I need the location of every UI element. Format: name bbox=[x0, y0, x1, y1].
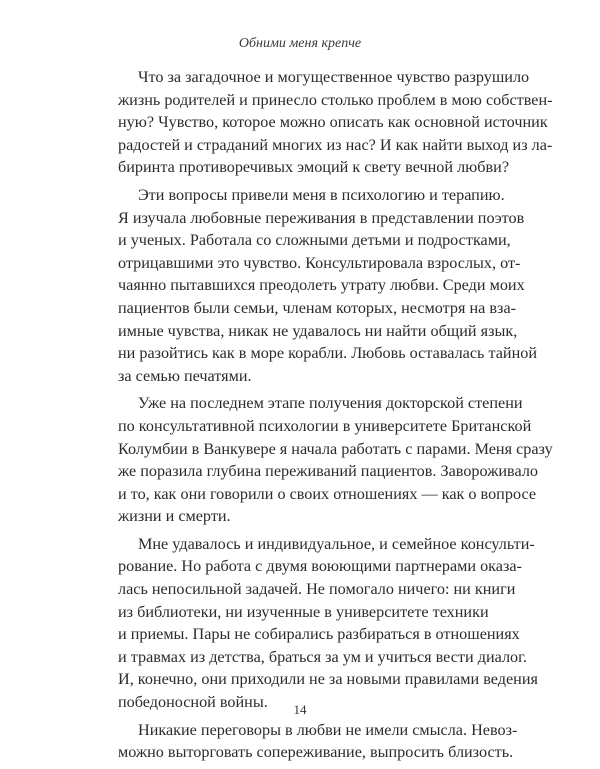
text-line: Я изучала любовные переживания в представлении поэтов bbox=[118, 208, 525, 227]
text-line: и ученых. Работала со сложными детьми и подростками, bbox=[118, 231, 511, 250]
text-line: рование. Но работа с двумя воюющими партнерами оказа- bbox=[118, 557, 522, 576]
text-line: биринта противоречивых эмоций к свету вечной любви? bbox=[118, 158, 510, 177]
text-line: по консультативной психологии в университете Британской bbox=[118, 416, 532, 435]
text-line: Никакие переговоры в любви не имели смысла. Невоз- bbox=[138, 720, 518, 739]
text-line: и травмах из детства, браться за ум и учиться вести диалог. bbox=[118, 647, 527, 666]
text-line: за семью печатями. bbox=[118, 366, 252, 385]
text-line: Колумбии в Ванкувере я начала работать с парами. Меня сразу bbox=[118, 439, 553, 458]
text-line: пациентов были семьи, членам которых, несмотря на вза- bbox=[118, 298, 517, 317]
page-number: 14 bbox=[293, 702, 307, 717]
text-line: ную? Чувство, которое можно описать как основной источник bbox=[118, 113, 548, 132]
paragraph-5 bbox=[118, 719, 518, 764]
text-line: ни разойтись как в море корабли. Любовь оставалась тайной bbox=[118, 344, 537, 363]
text-line: жизнь родителей и принесло столько проблем в мою собствен- bbox=[118, 90, 553, 109]
text-line: жизни и смерти. bbox=[118, 507, 231, 526]
paragraph-3 bbox=[118, 392, 553, 528]
text-line: отрицавшими это чувство. Консультировала взрослых, от- bbox=[118, 253, 521, 272]
body-text bbox=[118, 66, 553, 769]
text-line: можно выторговать сопереживание, выпросить близость. bbox=[118, 743, 514, 762]
paragraph-4 bbox=[118, 533, 538, 714]
text-line: из библиотеки, ни изученные в университете техники bbox=[118, 602, 489, 621]
text-line: Эти вопросы привели меня в психологию и терапию. bbox=[138, 185, 505, 204]
text-line: же поразила глубина переживаний пациентов. Завороживало bbox=[118, 462, 538, 481]
running-header: Обними меня крепче bbox=[238, 36, 362, 51]
text-line: победоносной войны. bbox=[118, 693, 268, 712]
text-line: чаянно пытавшихся преодолеть утрату любви. Среди моих bbox=[118, 276, 525, 295]
text-line: Что за загадочное и могущественное чувство разрушило bbox=[138, 68, 530, 86]
paragraph-2 bbox=[118, 184, 537, 387]
text-line: имные чувства, никак не удавалось ни найти общий язык, bbox=[118, 321, 518, 340]
text-line: и то, как они говорили о своих отношениях — как о вопросе bbox=[118, 484, 537, 503]
text-line: Уже на последнем этапе получения докторской степени bbox=[138, 394, 523, 413]
text-line: радостей и страданий многих из нас? И как найти выход из ла- bbox=[118, 135, 553, 154]
paragraph-1 bbox=[118, 66, 553, 179]
text-line: И, конечно, они приходили не за новыми правилами ведения bbox=[118, 670, 538, 689]
text-line: и приемы. Пары не собирались разбираться в отношениях bbox=[118, 625, 520, 644]
text-line: лась непосильной задачей. Не помогало ничего: ни книги bbox=[118, 580, 516, 599]
text-line: Мне удавалось и индивидуальное, и семейное консульти- bbox=[138, 534, 535, 553]
